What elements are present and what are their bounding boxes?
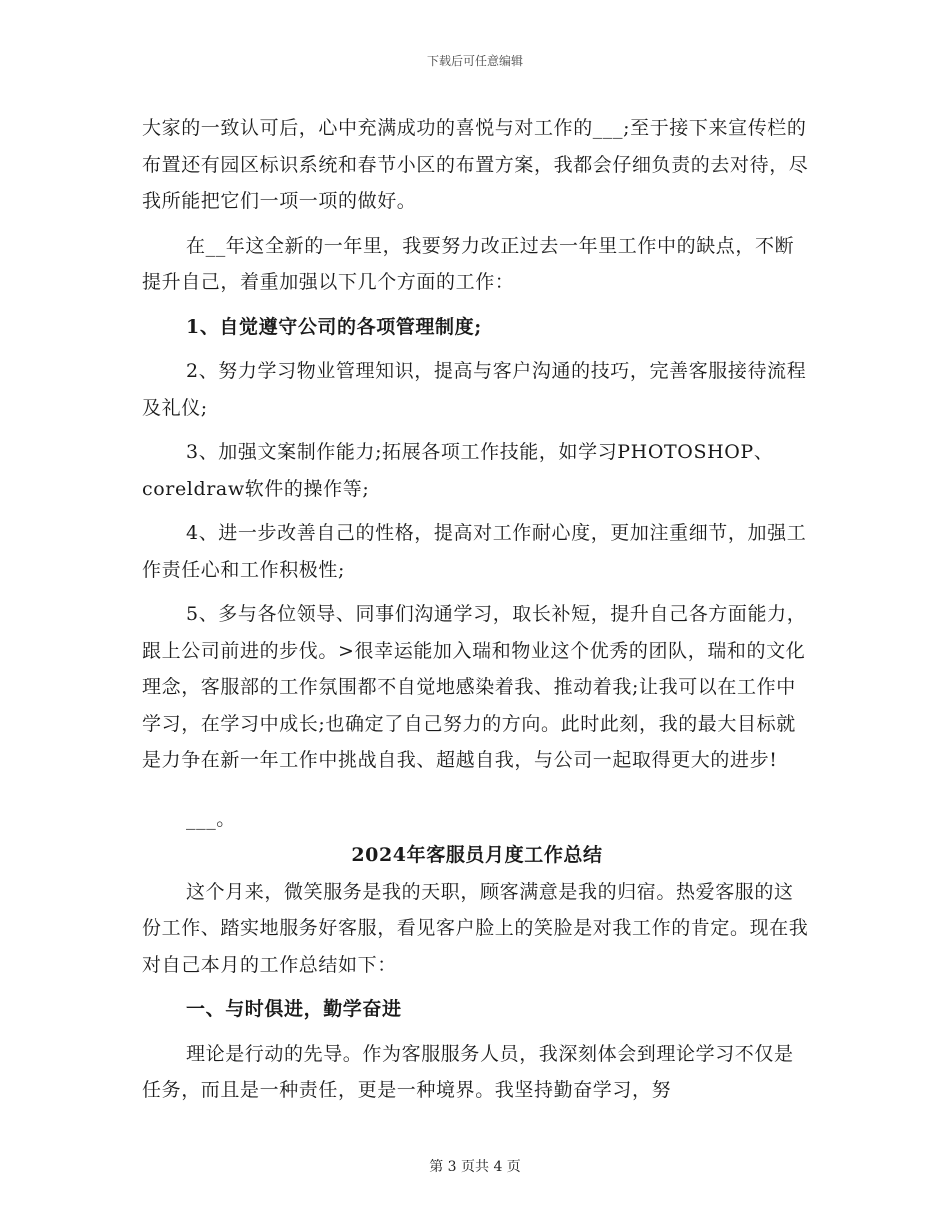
section-heading-1: 一、与时俱进，勤学奋进	[186, 998, 402, 1020]
list-item-5: 5、多与各位领导、同事们沟通学习，取长补短，提升自己各方面能力，跟上公司前进的步伐。>很幸运能加入瑞和物业这个优秀的团队，瑞和的文化理念，客服部的工作氛围都不自觉地感染着我、推动着我;让我可以在工作中学习，在学习中成长;也确定了自己努力的方向。此时此刻，我的最大目标就是力争在新一年工作中挑战自我、超越自我，与公司一起取得更大的进步!	[142, 603, 807, 771]
paragraph-new-year-plan: 在__年这全新的一年里，我要努力改正过去一年里工作中的缺点，不断提升自己，着重加强以下几个方面的工作：	[142, 234, 795, 293]
paragraph-intro: 这个月来，微笑服务是我的天职，顾客满意是我的归宿。热爱客服的这份工作、踏实地服务好客服，看见客户脸上的笑脸是对我工作的肯定。现在我对自己本月的工作总结如下：	[142, 880, 809, 976]
list-item-2: 2、努力学习物业管理知识，提高与客户沟通的技巧，完善客服接待流程及礼仪;	[142, 360, 807, 419]
section-title: 2024年客服员月度工作总结	[351, 844, 603, 866]
document-body	[142, 110, 812, 1109]
list-item-4: 4、进一步改善自己的性格，提高对工作耐心度，更加注重细节，加强工作责任心和工作积极性;	[142, 522, 807, 581]
list-item-1: 1、自觉遵守公司的各项管理制度;	[186, 315, 482, 338]
page-footer: 第 3 页共 4 页	[429, 1159, 521, 1175]
paragraph-theory: 理论是行动的先导。作为客服服务人员，我深刻体会到理论学习不仅是任务，而且是一种责任，更是一种境界。我坚持勤奋学习，努	[142, 1042, 794, 1101]
paragraph-continuation: 大家的一致认可后，心中充满成功的喜悦与对工作的___;至于接下来宣传栏的布置还有园区标识系统和春节小区的布置方案，我都会仔细负责的去对待，尽我所能把它们一项一项的做好。	[142, 117, 809, 212]
page-header: 下载后可任意编辑	[426, 54, 523, 68]
paragraph-blank: ___。	[186, 807, 236, 830]
list-item-3: 3、加强文案制作能力;拓展各项工作技能，如学习PHOTOSHOP、coreldraw软件的操作等;	[142, 441, 774, 500]
